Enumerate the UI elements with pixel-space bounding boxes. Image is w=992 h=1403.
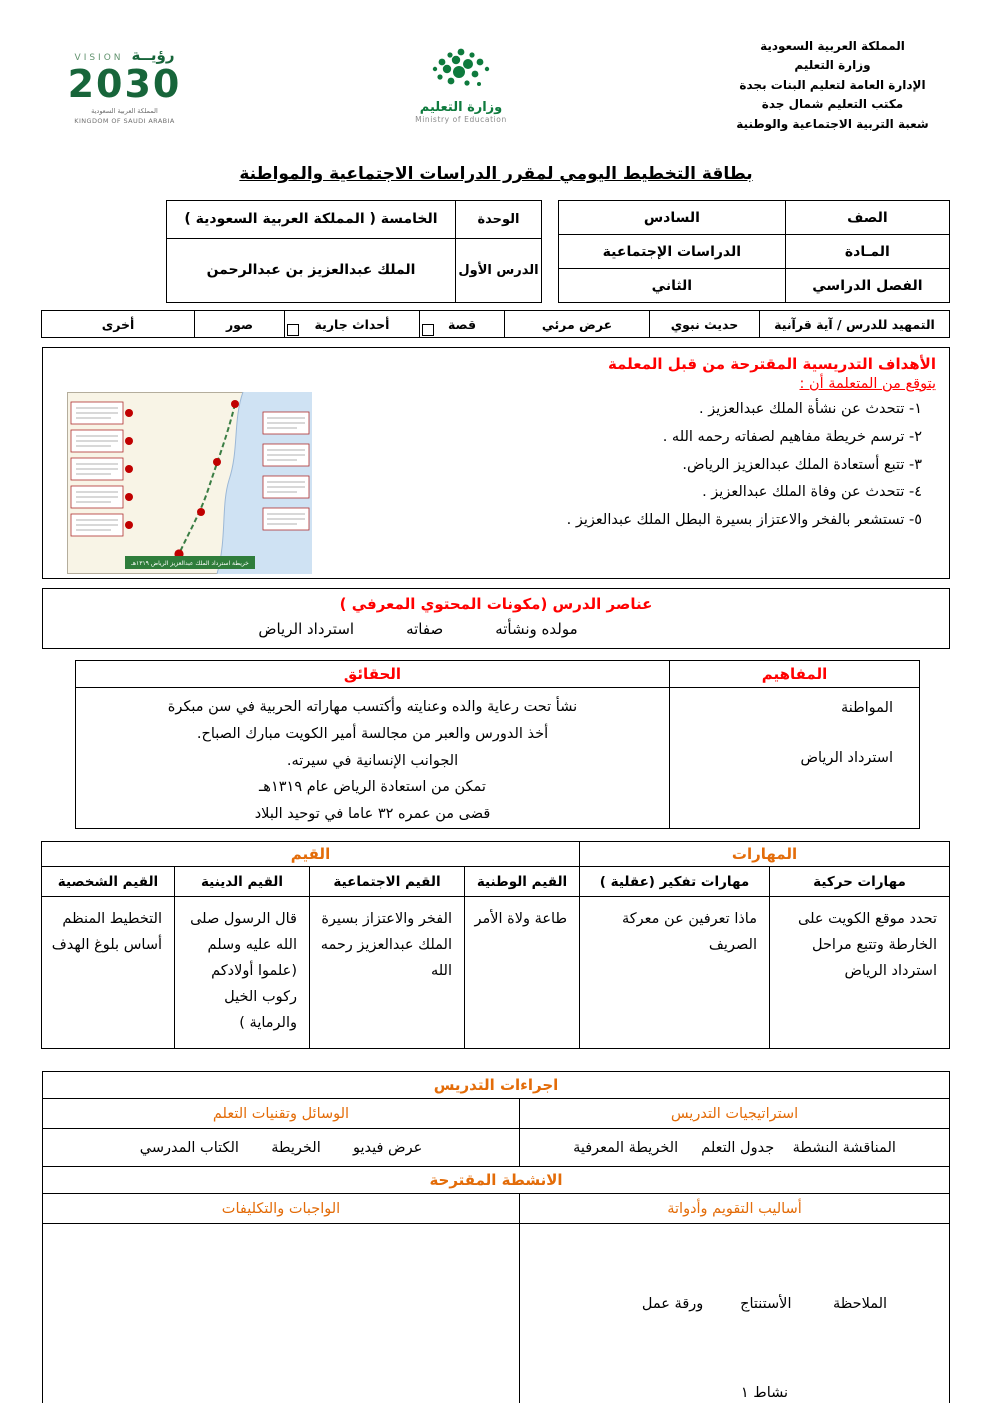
table-row: [167, 201, 542, 239]
lesson-info-section: [42, 200, 950, 303]
table-row: [559, 235, 950, 269]
procedures-title: اجراءات التدريس: [43, 1072, 950, 1099]
grade-value: السادس: [559, 201, 786, 235]
national-values-content: طاعة ولاة الأمر: [465, 897, 580, 1049]
objectives-title: الأهداف التدريسية المقترحة من قبل المعلمة: [607, 355, 936, 373]
homework-header: الواجبات والتكليفات: [43, 1194, 520, 1224]
intro-option-story-label: قصة: [447, 316, 477, 332]
fact-line-1: نشأ تحت رعاية والده وعنايته وأكتسب مهاراته الحربية في سن مبكرة: [167, 699, 578, 715]
table-row: [41, 842, 949, 867]
table-row: [76, 661, 920, 688]
objectives-subtitle: يتوقع من المتعلمة أن :: [799, 376, 936, 392]
intro-option-pictures: صور: [195, 311, 285, 338]
thinking-skills-content: ماذا تعرفين عن معركة الصريف: [580, 897, 770, 1049]
assessment-header: أساليب التقويم وأدواتة: [520, 1194, 950, 1224]
unit-value: الخامسة ( المملكة العربية السعودية ): [167, 201, 456, 239]
motor-skills-header: مهارات حركية: [770, 867, 950, 897]
assessment-methods: الملاحظة الأستنتاج ورقة عمل: [641, 1295, 888, 1312]
concepts-cell: [670, 688, 920, 829]
grade-label: الصف: [785, 201, 949, 235]
moe-logo-title-arabic: وزارة التعليم: [419, 100, 503, 115]
table-row: [41, 867, 949, 897]
class-info-table: [558, 200, 950, 303]
strategies-header: استراتيجيات التدريس: [520, 1099, 950, 1129]
subject-value: الدراسات الإجتماعية: [559, 235, 786, 269]
intro-option-hadith: حديث نبوي: [650, 311, 760, 338]
lesson-label: الدرس الأول: [456, 238, 542, 302]
vision-kingdom-english: KINGDOM OF SAUDI ARABIA: [74, 117, 175, 126]
religious-values-content: قال الرسول صلى الله عليه وسلم (علموا أولادكم ركوب الخيل والرماية ): [175, 897, 310, 1049]
table-row: [41, 897, 949, 1049]
facts-cell: [76, 688, 670, 829]
current-events-checkbox[interactable]: [287, 324, 299, 336]
activities-title: الانشطة المقترحة: [43, 1167, 950, 1194]
ministry-text-block: [715, 34, 950, 134]
personal-values-content: التخطيط المنظم أساس بلوغ الهدف: [41, 897, 174, 1049]
fact-line-5: قضى من عمره ٣٢ عاما في توحيد البلاد: [254, 806, 491, 823]
objective-item-3: ٣- تتبع أستعادة الملك عبدالعزيز الرياض.: [682, 456, 922, 473]
teaching-procedures-table: [42, 1071, 950, 1403]
riyadh-recovery-map-image: [67, 392, 312, 574]
concept-citizenship: المواطنة: [840, 700, 893, 716]
unit-label: الوحدة: [456, 201, 542, 239]
religious-values-header: القيم الدينية: [175, 867, 310, 897]
lesson-intro-strip: [41, 310, 950, 338]
table-row: [43, 1129, 950, 1167]
moe-logo-icon: [401, 44, 521, 96]
values-group-header: القيم: [41, 842, 579, 867]
lesson-elements-items: [0, 620, 861, 638]
map-illustration: [67, 392, 312, 574]
ministry-of-education-logo: [386, 34, 536, 124]
social-values-content: الفخر والاعتزاز بسيرة الملك عبدالعزيز رحمه الله: [310, 897, 465, 1049]
table-row: [559, 201, 950, 235]
element-riyadh-recovery: استرداد الرياض: [258, 620, 355, 638]
assessment-cell: [520, 1224, 950, 1403]
tools-header: الوسائل وتقنيات التعلم: [43, 1099, 520, 1129]
table-row: [42, 311, 950, 338]
intro-lead-cell: التمهيد للدرس / آية قرآنية: [760, 311, 950, 338]
intro-option-story-cell: [420, 311, 505, 338]
story-checkbox[interactable]: [422, 324, 434, 336]
skills-values-table: [41, 841, 950, 1049]
fact-line-4: تمكن من استعادة الرياض عام ١٣١٩هـ: [259, 779, 486, 796]
objective-item-2: ٢- ترسم خريطة مفاهيم لصفاته رحمه الله .: [662, 428, 922, 445]
concepts-header: المفاهيم: [670, 661, 920, 688]
table-row: [167, 238, 542, 302]
homework-cell: [43, 1224, 520, 1403]
intro-option-current-events-label: أحداث جارية: [314, 316, 390, 332]
lesson-elements-title: عناصر الدرس (مكونات المحتوي المعرفي ): [339, 595, 653, 613]
social-values-header: القيم الاجتماعية: [310, 867, 465, 897]
objective-item-1: ١- تتحدث عن نشأة الملك عبدالعزيز .: [699, 401, 922, 417]
table-row: [559, 269, 950, 303]
vision-2030-logo: [42, 34, 207, 127]
unit-info-table: [166, 200, 542, 303]
concept-riyadh-recovery: استرداد الرياض: [800, 750, 893, 766]
national-values-header: القيم الوطنية: [465, 867, 580, 897]
subject-label: المـادة: [785, 235, 949, 269]
ministry-line-2: وزارة التعليم: [794, 58, 871, 73]
ministry-line-4: مكتب التعليم شمال جدة: [761, 97, 904, 112]
tools-value: عرض فيديو الخريطة الكتاب المدرسي: [43, 1129, 520, 1167]
concepts-facts-table: [75, 660, 920, 829]
lesson-elements-section: [42, 588, 950, 649]
element-traits: صفاته: [406, 620, 444, 638]
lesson-value: الملك عبدالعزيز بن عبدالرحمن: [167, 238, 456, 302]
vision-kingdom-arabic: المملكة العربية السعودية: [91, 106, 158, 115]
fact-line-3: الجوانب الإنسانية في سيرته.: [286, 752, 459, 769]
intro-option-other: أخرى: [42, 311, 195, 338]
strategies-value: المناقشة النشطة جدول التعلم الخريطة المعرفية: [520, 1129, 950, 1167]
vision-year: 2030: [67, 62, 182, 106]
objectives-section: [42, 347, 950, 579]
table-row: [43, 1224, 950, 1403]
ministry-line-1: المملكة العربية السعودية: [760, 39, 905, 53]
vision-word-english: VISION: [74, 53, 124, 63]
table-row: [43, 1072, 950, 1099]
facts-header: الحقائق: [76, 661, 670, 688]
fact-line-2: أخذ الدورس والعبر من مجالسة أمير الكويت مبارك الصباح.: [196, 725, 549, 742]
objective-item-5: ٥- تستشعر بالفخر والاعتزاز بسيرة البطل الملك عبدالعزيز .: [566, 512, 922, 529]
page-title: بطاقة التخطيط اليومي لمقرر الدراسات الاجتماعية والمواطنة: [239, 164, 753, 184]
table-row: [76, 688, 920, 829]
map-caption: خريطة استرداد الملك عبدالعزيز الرياض ١٣١٩هـ: [131, 560, 249, 567]
semester-value: الثاني: [559, 269, 786, 303]
assessment-activity: نشاط ١: [740, 1384, 789, 1401]
thinking-skills-header: مهارات تفكير (عقلية ): [580, 867, 770, 897]
moe-logo-title-english: Ministry of Education: [415, 115, 507, 124]
intro-option-current-events-cell: [285, 311, 420, 338]
document-header: [42, 34, 950, 150]
table-row: [43, 1099, 950, 1129]
skills-group-header: المهارات: [580, 842, 950, 867]
personal-values-header: القيم الشخصية: [41, 867, 174, 897]
element-birth: مولده ونشأته: [495, 620, 578, 638]
vision-word-arabic: رؤيــة: [131, 46, 175, 64]
ministry-line-3: الإدارة العامة لتعليم البنات بجدة: [739, 77, 926, 92]
semester-label: الفصل الدراسي: [785, 269, 949, 303]
motor-skills-content: تحدد موقع الكويت على الخارطة وتتبع مراحل استرداد الرياض: [770, 897, 950, 1049]
intro-option-visual: عرض مرئي: [505, 311, 650, 338]
table-row: [43, 1167, 950, 1194]
ministry-line-5: شعبة التربية الاجتماعية والوطنية: [736, 116, 929, 131]
objective-item-4: ٤- تتحدث عن وفاة الملك عبدالعزيز .: [702, 484, 922, 501]
table-row: [43, 1194, 950, 1224]
